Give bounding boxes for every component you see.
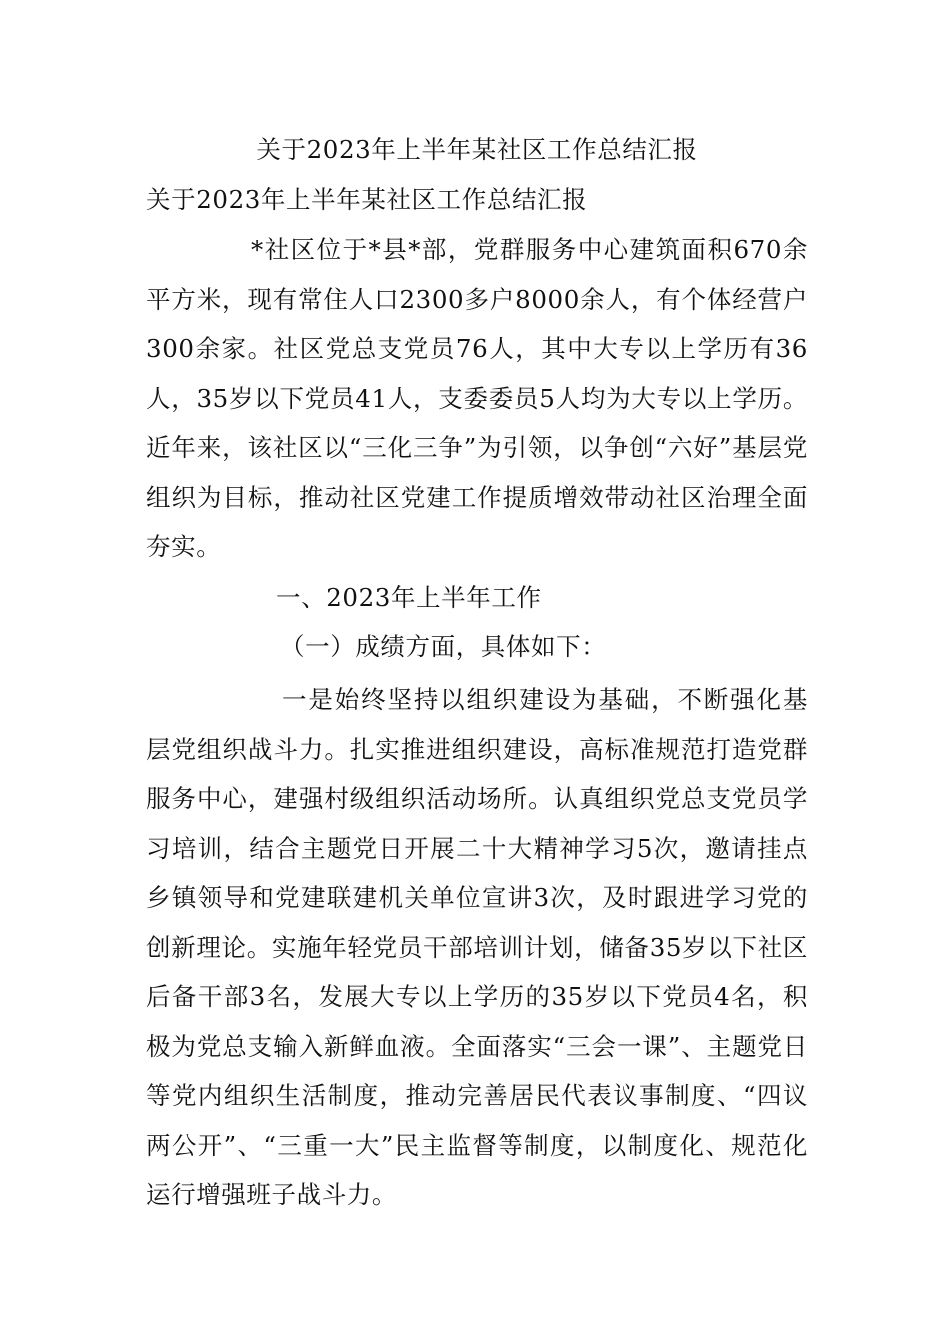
intro-paragraph: *社区位于*县*部，党群服务中心建筑面积670余平方米，现有常住人口2300多户8000余人，有个体经营户300余家。社区党总支党员76人，其中大专以上学历有36人，35岁以下党员41人，支委委员5人均为大专以上学历。近年来，该社区以“三化三争”为引领，以争创“六好”基层党组织为目标，推动社区党建工作提质增效带动社区治理全面夯实。 bbox=[146, 235, 808, 561]
subsection-heading: （一）成绩方面，具体如下： bbox=[280, 632, 607, 661]
body-paragraph: 一是始终坚持以组织建设为基础，不断强化基层党组织战斗力。扎实推进组织建设，高标准规范打造党群服务中心，建强村级组织活动场所。认真组织党总支党员学习培训，结合主题党日开展二十大精神学习5次，邀请挂点乡镇领导和党建联建机关单位宣讲3次，及时跟进学习党的创新理论。实施年轻党员干部培训计划，储备35岁以下社区后备干部3名，发展大专以上学历的35岁以下党员4名，积极为党总支输入新鲜血液。全面落实“三会一课”、主题党日等党内组织生活制度，推动完善居民代表议事制度、“四议两公开”、“三重一大”民主监督等制度，以制度化、规范化运行增强班子战斗力。 bbox=[146, 685, 808, 1209]
document-title: 关于2023年上半年某社区工作总结汇报 bbox=[256, 135, 698, 164]
section-heading: 一、2023年上半年工作 bbox=[276, 583, 542, 612]
document-subtitle: 关于2023年上半年某社区工作总结汇报 bbox=[146, 185, 588, 214]
